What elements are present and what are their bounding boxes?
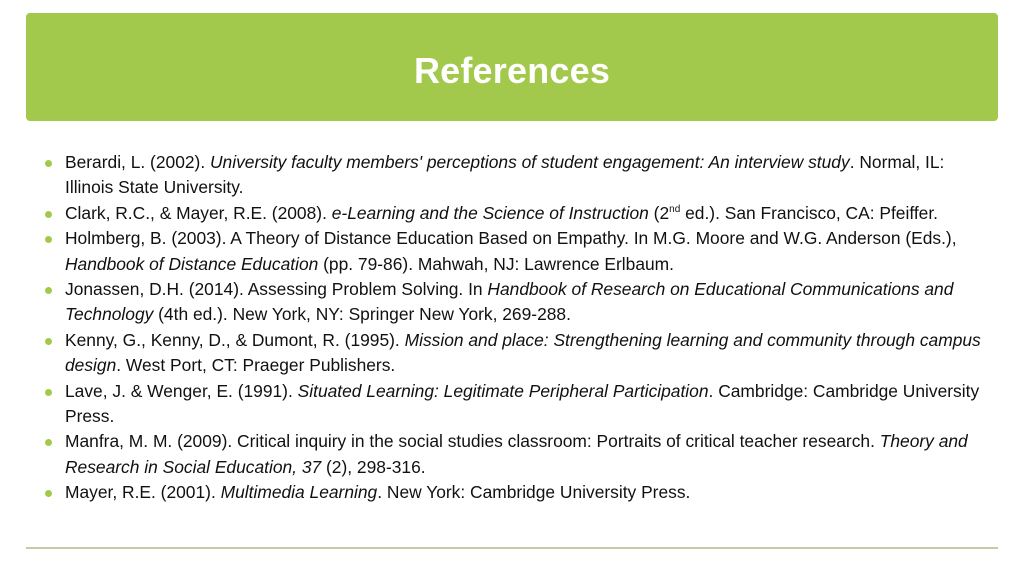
bullet-icon (45, 160, 52, 167)
reference-item: Kenny, G., Kenny, D., & Dumont, R. (1995). Mission and place: Strengthening learning and community through campus design. West Port, CT: Praeger Publishers. (44, 328, 984, 379)
reference-item: Lave, J. & Wenger, E. (1991). Situated Learning: Legitimate Peripheral Participation. Cambridge: Cambridge University Press. (44, 379, 984, 430)
slide-title: References (413, 50, 611, 91)
bullet-icon (45, 490, 52, 497)
reference-item: Clark, R.C., & Mayer, R.E. (2008). e-Learning and the Science of Instruction (2nd ed.). San Francisco, CA: Pfeiffer. (44, 201, 984, 226)
bullet-icon (45, 338, 52, 345)
bullet-icon (45, 211, 52, 218)
reference-item: Berardi, L. (2002). University faculty members' perceptions of student engagement: An interview study. Normal, IL: Illinois State University. (44, 150, 984, 201)
bullet-icon (45, 236, 52, 243)
reference-list (44, 150, 984, 506)
reference-item: Holmberg, B. (2003). A Theory of Distance Education Based on Empathy. In M.G. Moore and W.G. Anderson (Eds.), Handbook of Distance Education (pp. 79-86). Mahwah, NJ: Lawrence Erlbaum. (44, 226, 984, 277)
footer-divider (26, 547, 998, 549)
reference-item: Jonassen, D.H. (2014). Assessing Problem Solving. In Handbook of Research on Educational Communications and Technology (4th ed.). New York, NY: Springer New York, 269-288. (44, 277, 984, 328)
reference-item: Mayer, R.E. (2001). Multimedia Learning. New York: Cambridge University Press. (44, 480, 984, 505)
bullet-icon (45, 439, 52, 446)
title-banner (26, 13, 998, 121)
reference-item: Manfra, M. M. (2009). Critical inquiry in the social studies classroom: Portraits of critical teacher research. Theory and Research in Social Education, 37 (2), 298-316. (44, 429, 984, 480)
bullet-icon (45, 287, 52, 294)
bullet-icon (45, 389, 52, 396)
